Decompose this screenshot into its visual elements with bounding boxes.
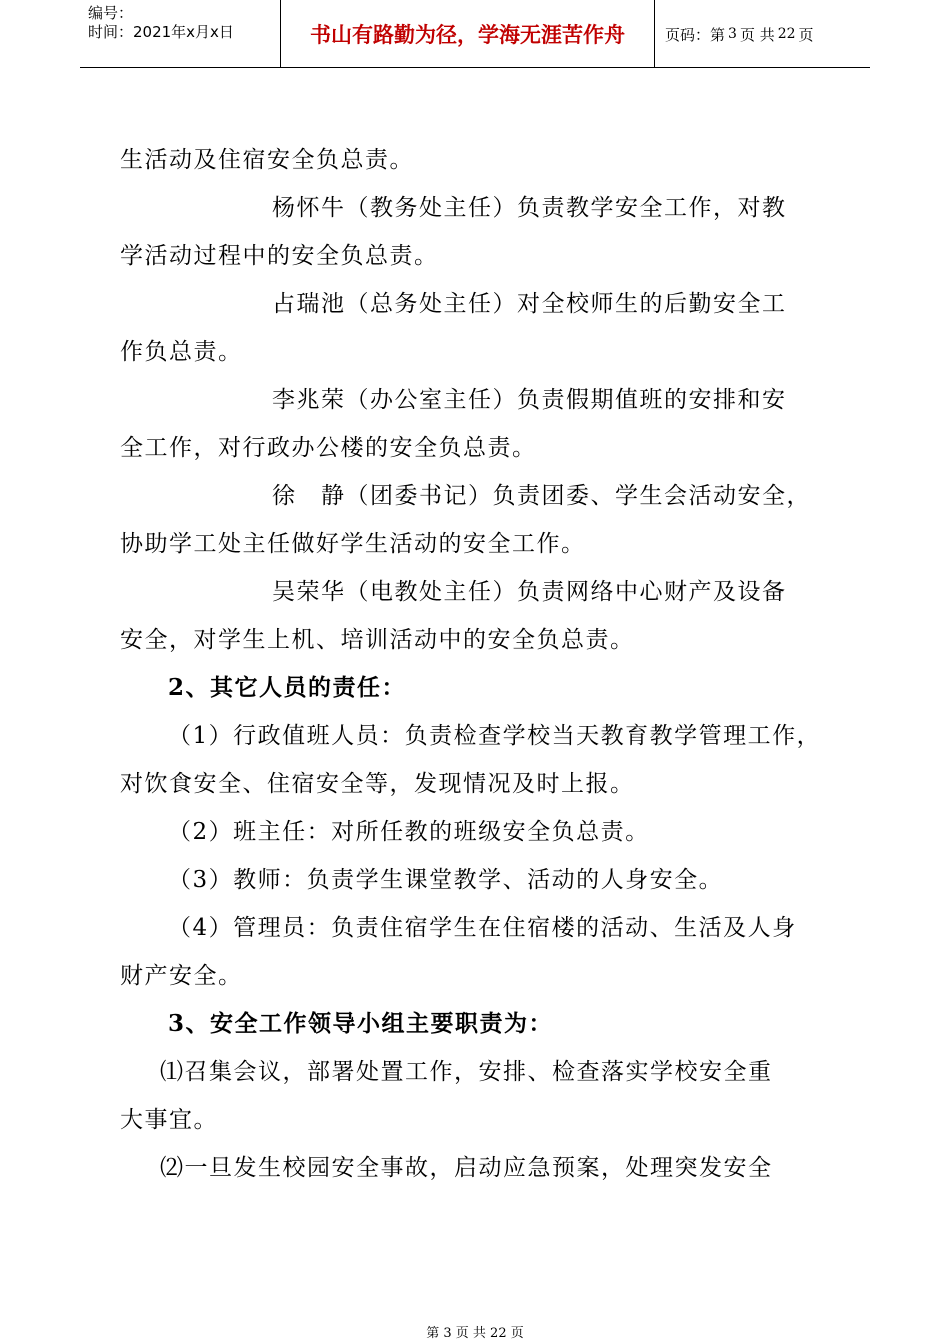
body-line: ⑵一旦发生校园安全事故，启动应急预案，处理突发安全 — [160, 1155, 773, 1181]
body-line: 吴荣华（电教处主任）负责网络中心财产及设备 — [272, 579, 787, 605]
header-motto: 书山有路勤为径，学海无涯苦作舟 — [281, 0, 655, 68]
body-line: 徐 静（团委书记）负责团委、学生会活动安全， — [272, 483, 811, 509]
header-page-info — [655, 0, 870, 68]
body-line: 作负总责。 — [120, 339, 243, 365]
section-heading: 2、其它人员的责任： — [168, 674, 407, 701]
body-line: 杨怀牛（教务处主任）负责教学安全工作，对教 — [272, 195, 787, 221]
page-suffix: 页 — [798, 25, 814, 44]
body-line: 协助学工处主任做好学生活动的安全工作。 — [120, 531, 586, 557]
body-line: 安全，对学生上机、培训活动中的安全负总责。 — [120, 627, 635, 653]
body-line: 占瑞池（总务处主任）对全校师生的后勤安全工 — [272, 291, 787, 317]
body-line: （2）班主任：对所任教的班级安全负总责。 — [168, 819, 650, 845]
body-line: （4）管理员：负责住宿学生在住宿楼的活动、生活及人身 — [168, 915, 797, 941]
body-line: 生活动及住宿安全负总责。 — [120, 147, 414, 173]
body-line: 全工作，对行政办公楼的安全负总责。 — [120, 435, 537, 461]
body-line: 学活动过程中的安全负总责。 — [120, 243, 439, 269]
page-footer: 第 3 页 共 22 页 — [426, 1326, 524, 1341]
body-line: 财产安全。 — [120, 963, 243, 989]
doc-number-label: 编号： — [88, 4, 134, 22]
page-header — [80, 0, 870, 68]
page-prefix: 页码：第 — [665, 25, 726, 44]
body-line: 大事宜。 — [120, 1107, 218, 1133]
body-line: 李兆荣（办公室主任）负责假期值班的安排和安 — [272, 387, 787, 413]
page-current: 3 — [728, 26, 737, 42]
page-mid: 页 共 — [739, 25, 775, 44]
page-total: 22 — [777, 26, 796, 42]
body-line: 对饮食安全、住宿安全等，发现情况及时上报。 — [120, 771, 635, 797]
body-line: （3）教师：负责学生课堂教学、活动的人身安全。 — [168, 867, 724, 893]
body-line: ⑴召集会议，部署处置工作，安排、检查落实学校安全重 — [160, 1059, 773, 1085]
time-label: 时间：2021年x月x日 — [88, 23, 234, 41]
header-meta — [80, 0, 281, 68]
body-line: （1）行政值班人员：负责检查学校当天教育教学管理工作， — [168, 723, 822, 749]
section-heading: 3、安全工作领导小组主要职责为： — [168, 1010, 554, 1037]
